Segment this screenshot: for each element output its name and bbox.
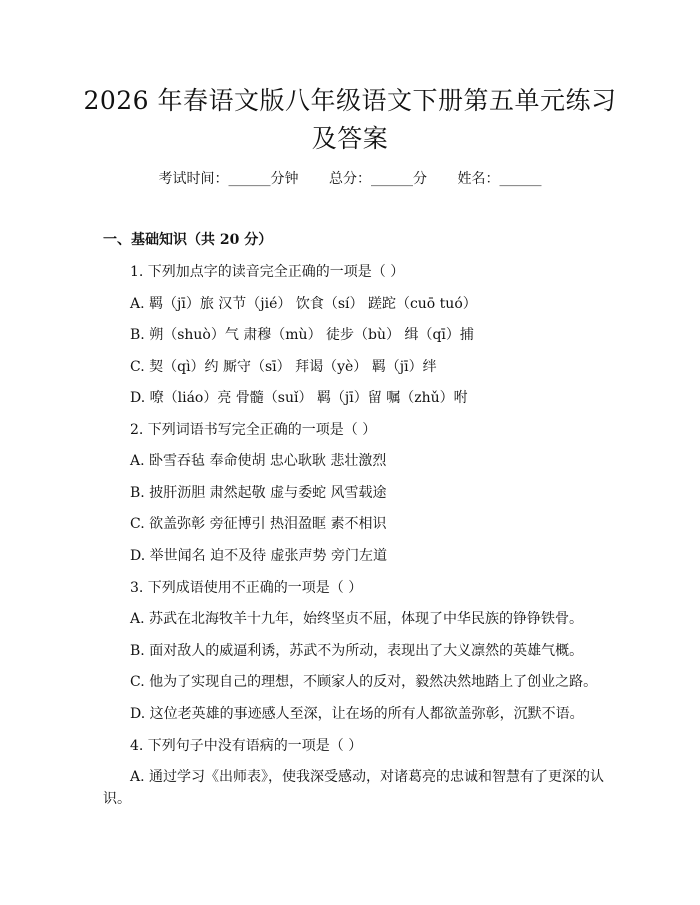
question-2-stem: 2. 下列词语书写完全正确的一项是（ ） — [130, 422, 377, 438]
question-2-option-a: A. 卧雪吞毡 奉命使胡 忠心耿耿 悲壮激烈 — [130, 453, 387, 469]
question-1-option-a: A. 羁（jī）旅 汉节（jié） 饮食（sí） 蹉跎（cuō tuó） — [130, 296, 477, 312]
question-3-option-c: C. 他为了实现自己的理想，不顾家人的反对，毅然决然地踏上了创业之路。 — [130, 674, 598, 690]
student-name-field: 姓名：______ — [457, 171, 542, 187]
question-3-stem: 3. 下列成语使用不正确的一项是（ ） — [130, 580, 363, 596]
question-1-option-b: B. 朔（shuò）气 肃穆（mù） 徒步（bù） 缉（qī）捕 — [130, 327, 474, 343]
question-2-option-c: C. 欲盖弥彰 旁征博引 热泪盈眶 素不相识 — [130, 516, 387, 532]
page-title: 2026 年春语文版八年级语文下册第五单元练习及答案 — [83, 86, 617, 153]
question-1-stem: 1. 下列加点字的读音完全正确的一项是（ ） — [130, 264, 405, 280]
question-4-stem: 4. 下列句子中没有语病的一项是（ ） — [130, 738, 363, 754]
question-4-option-a: A. 通过学习《出师表》，使我深受感动，对诸葛亮的忠诚和智慧有了更深的认识。 — [103, 769, 605, 807]
question-2-option-b: B. 披肝沥胆 肃然起敬 虚与委蛇 风雪载途 — [130, 485, 387, 501]
question-2-option-d: D. 举世闻名 迫不及待 虚张声势 旁门左道 — [130, 548, 387, 564]
exam-time-field: 考试时间：______分钟 — [158, 171, 299, 187]
question-1-option-c: C. 契（qì）约 厮守（sī） 拜谒（yè） 羁（jī）绊 — [130, 359, 437, 375]
question-3-option-d: D. 这位老英雄的事迹感人至深，让在场的所有人都欲盖弥彰，沉默不语。 — [130, 706, 584, 722]
exam-meta-row — [0, 168, 700, 188]
total-score-field: 总分：______分 — [329, 171, 427, 187]
question-3-option-b: B. 面对敌人的威逼利诱，苏武不为所动，表现出了大义凛然的英雄气概。 — [130, 643, 584, 659]
question-1-option-d: D. 嘹（liáo）亮 骨髓（suǐ） 羁（jī）留 嘱（zhǔ）咐 — [130, 390, 468, 406]
question-3-option-a: A. 苏武在北海牧羊十九年，始终坚贞不屈，体现了中华民族的铮铮铁骨。 — [130, 611, 584, 627]
section-heading: 一、基础知识（共 20 分） — [103, 232, 273, 248]
